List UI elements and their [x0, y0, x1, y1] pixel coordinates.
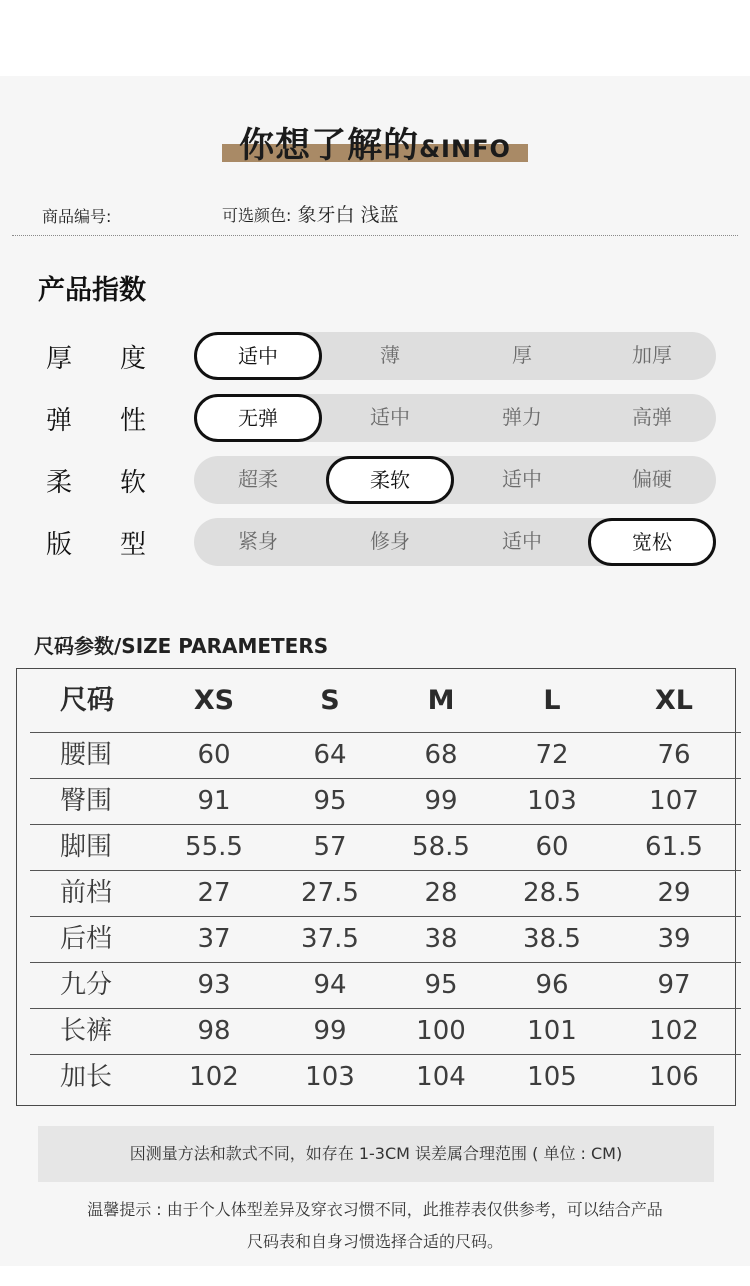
index-option-selected: 无弹	[194, 394, 322, 442]
table-cell: 27	[197, 878, 231, 908]
table-row	[30, 1008, 741, 1055]
index-option: 紧身	[238, 529, 278, 553]
table-header-cell: XL	[654, 685, 694, 716]
table-header-cell: S	[320, 685, 340, 716]
tips-line-1: 温馨提示 : 由于个人体型差异及穿衣习惯不同，此推荐表仅供参考，可以结合产品	[87, 1200, 663, 1219]
table-cell: 102	[649, 1016, 699, 1046]
table-cell: 29	[657, 878, 691, 908]
table-cell: 38	[424, 924, 458, 954]
table-cell: 99	[424, 786, 458, 816]
color-values: 象牙白 浅蓝	[297, 204, 399, 226]
table-cell: 72	[535, 740, 569, 770]
label-char: 度	[119, 344, 146, 374]
tips	[0, 1194, 750, 1258]
label-char: 弹	[46, 406, 73, 436]
table-row-label: 脚围	[60, 832, 113, 862]
table-cell: 28.5	[523, 878, 581, 908]
index-option: 修身	[370, 529, 410, 553]
index-scale-track	[194, 518, 716, 566]
product-index-title: 产品指数	[38, 275, 146, 306]
product-meta	[42, 200, 722, 230]
index-row-label	[46, 400, 146, 437]
size-table-title: 尺码参数/SIZE PARAMETERS	[34, 634, 329, 658]
label-char: 柔	[46, 468, 73, 498]
index-option: 加厚	[632, 343, 672, 367]
index-row	[0, 518, 750, 568]
label-char: 版	[46, 530, 73, 560]
label-char: 软	[119, 468, 146, 498]
table-cell: 39	[657, 924, 691, 954]
index-option: 高弹	[632, 405, 672, 429]
index-option: 适中	[502, 529, 542, 553]
table-header-cell: XS	[193, 685, 235, 716]
table-row-label: 加长	[60, 1062, 113, 1092]
index-row	[0, 332, 750, 382]
table-row	[30, 916, 741, 963]
index-option-selected: 柔软	[326, 456, 454, 504]
table-cell: 68	[424, 740, 458, 770]
product-code-label: 商品编号:	[42, 207, 112, 226]
table-row-label: 臀围	[60, 786, 113, 816]
table-cell: 60	[197, 740, 231, 770]
table-row-label: 九分	[60, 970, 113, 1000]
table-cell: 61.5	[645, 832, 703, 862]
table-cell: 102	[189, 1062, 239, 1092]
table-cell: 107	[649, 786, 699, 816]
index-option: 适中	[502, 467, 542, 491]
table-cell: 96	[535, 970, 569, 1000]
table-row-label: 长裤	[60, 1016, 113, 1046]
table-cell: 95	[424, 970, 458, 1000]
table-cell: 103	[527, 786, 577, 816]
color-label: 可选颜色:	[222, 206, 292, 225]
index-scale-track	[194, 332, 716, 380]
table-cell: 99	[313, 1016, 347, 1046]
title-en: &INFO	[419, 135, 511, 163]
index-scale-track	[194, 394, 716, 442]
table-cell: 58.5	[412, 832, 470, 862]
table-cell: 64	[313, 740, 347, 770]
table-cell: 27.5	[301, 878, 359, 908]
table-cell: 57	[313, 832, 347, 862]
table-cell: 91	[197, 786, 231, 816]
label-char: 性	[119, 406, 146, 436]
table-cell: 103	[305, 1062, 355, 1092]
table-cell: 60	[535, 832, 569, 862]
table-cell: 37.5	[301, 924, 359, 954]
table-row	[30, 824, 741, 871]
table-row-label: 腰围	[60, 740, 113, 770]
table-row	[30, 1054, 741, 1100]
table-cell: 101	[527, 1016, 577, 1046]
dotted-divider	[12, 235, 738, 236]
table-cell: 105	[527, 1062, 577, 1092]
table-cell: 38.5	[523, 924, 581, 954]
table-row	[30, 870, 741, 917]
index-scale-track	[194, 456, 716, 504]
index-option: 偏硬	[632, 467, 672, 491]
index-option: 适中	[370, 405, 410, 429]
table-row	[30, 778, 741, 825]
index-row	[0, 456, 750, 506]
index-option: 超柔	[238, 467, 278, 491]
table-cell: 55.5	[185, 832, 243, 862]
table-cell: 94	[313, 970, 347, 1000]
table-cell: 37	[197, 924, 231, 954]
table-header-cell: M	[427, 685, 455, 716]
table-cell: 93	[197, 970, 231, 1000]
index-option-selected: 宽松	[588, 518, 716, 566]
table-header-cell: L	[543, 685, 561, 716]
table-cell: 100	[416, 1016, 466, 1046]
index-row-label	[46, 462, 146, 499]
table-cell: 95	[313, 786, 347, 816]
page-header	[0, 118, 750, 168]
table-cell: 98	[197, 1016, 231, 1046]
index-row-label	[46, 338, 146, 375]
index-option: 厚	[512, 343, 532, 367]
index-option: 薄	[380, 343, 400, 367]
table-cell: 76	[657, 740, 691, 770]
table-cell: 106	[649, 1062, 699, 1092]
measurement-notice: 因测量方法和款式不同，如存在 1-3CM 误差属合理范围 ( 单位 : CM)	[38, 1126, 714, 1182]
table-header-row	[30, 669, 741, 733]
table-row-label: 后档	[60, 924, 113, 954]
tips-line-2: 尺码表和自身习惯选择合适的尺码。	[246, 1232, 503, 1251]
title-cn: 你想了解的	[239, 126, 420, 166]
table-cell: 97	[657, 970, 691, 1000]
table-row-label: 前档	[60, 878, 113, 908]
label-char: 型	[119, 530, 146, 560]
index-row-label	[46, 524, 146, 561]
table-header-cell: 尺码	[60, 685, 114, 716]
index-option: 弹力	[502, 405, 542, 429]
table-row	[30, 732, 741, 779]
available-colors	[222, 200, 399, 227]
table-cell: 28	[424, 878, 458, 908]
index-option-selected: 适中	[194, 332, 322, 380]
size-table	[16, 668, 736, 1106]
page-title	[0, 118, 750, 168]
table-row	[30, 962, 741, 1009]
label-char: 厚	[46, 344, 73, 374]
table-cell: 104	[416, 1062, 466, 1092]
index-row	[0, 394, 750, 444]
